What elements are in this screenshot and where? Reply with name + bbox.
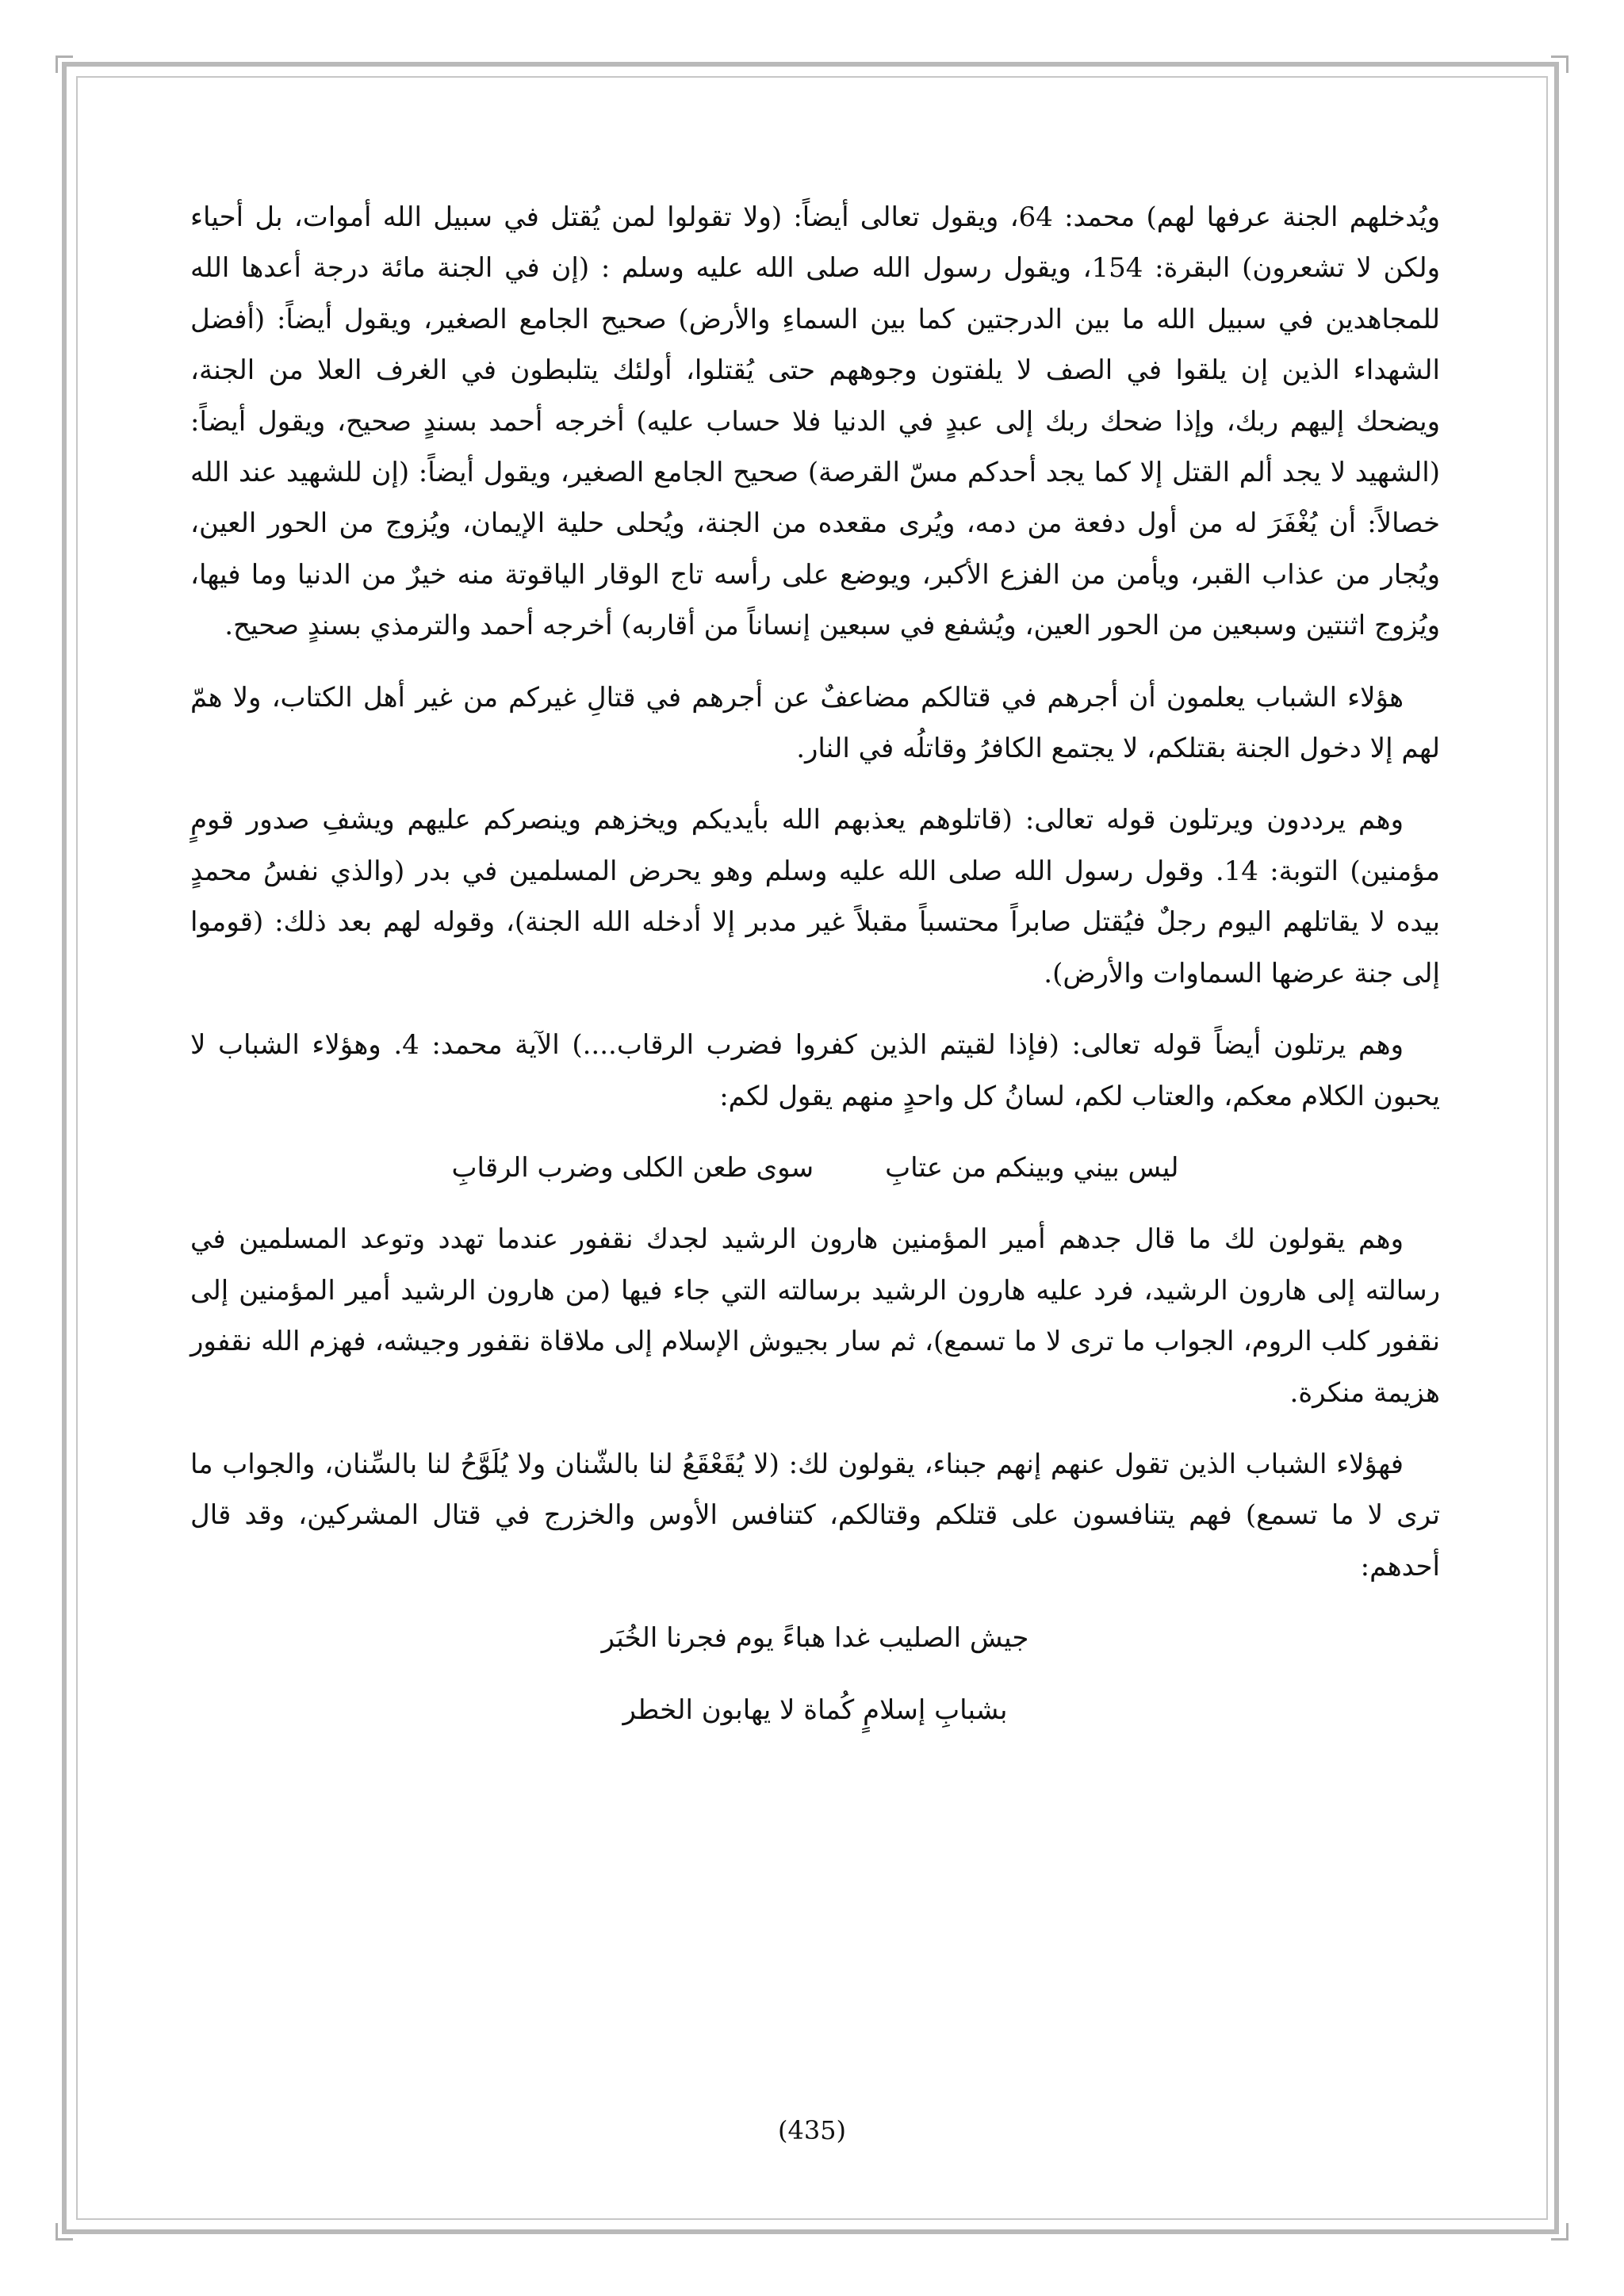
corner-ornament-top-left <box>56 55 73 73</box>
corner-ornament-bottom-right <box>1551 2223 1568 2241</box>
paragraph-6: فهؤلاء الشباب الذين تقول عنهم إنهم جبناء، يقولون لك: (لا يُقَعْقَعُ لنا بالشّنان ولا يُلَوَّحُ لنا بالسِّنان، والجواب ما ترى لا ما تسمع) فهم يتنافسون على قتلكم وقتالكم، كتنافس الأوس والخزرج في قتال المشركين، وقد قال أحدهم: <box>190 1448 1440 1582</box>
paragraph-5: وهم يقولون لك ما قال جدهم أمير المؤمنين هارون الرشيد لجدك نقفور عندما تهدد وتوعد المسلمين في رسالته إلى هارون الرشيد، فرد عليه هارون الرشيد برسالته التي جاء فيها (من هارون الرشيد أمير المؤمنين إلى نقفور كلب الروم، الجواب ما ترى لا ما تسمع)، ثم سار بجيوش الإسلام إلى ملاقاة نقفور وجيشه، فهزم الله نقفور هزيمة منكرة. <box>190 1223 1440 1409</box>
corner-ornament-bottom-left <box>56 2223 73 2241</box>
poem-line-2: بشبابِ إسلامٍ كُماة لا يهابون الخطر <box>622 1693 1008 1726</box>
page-number: (435) <box>777 2115 847 2145</box>
paragraph-2: هؤلاء الشباب يعلمون أن أجرهم في قتالكم مضاعفٌ عن أجرهم في قتالِ غيركم من غير أهل الكتاب، ولا همّ لهم إلا دخول الجنة بقتلكم، لا يجتمع الكافرُ وقاتلُه في النار. <box>190 681 1440 765</box>
paragraph-4: وهم يرتلون أيضاً قوله تعالى: (فإذا لقيتم الذين كفروا فضرب الرقاب....) الآية محمد: 4. وهؤلاء الشباب لا يحبون الكلام معكم، والعتاب لكم، لسانُ كل واحدٍ منهم يقول لكم: <box>190 1029 1440 1112</box>
paragraph-3: وهم يرددون ويرتلون قوله تعالى: (قاتلوهم يعذبهم الله بأيديكم ويخزهم وينصركم عليهم ويشفِ صدور قومٍ مؤمنين) التوبة: 14. وقول رسول الله صلى الله عليه وسلم وهو يحرض المسلمين في بدر (والذي نفسُ محمدٍ بيده لا يقاتلهم اليوم رجلٌ فيُقتل صابراً محتسباً مقبلاً غير مدبر إلا أدخله الله الجنة)، وقوله لهم بعد ذلك: (قوموا إلى جنة عرضها السماوات والأرض). <box>190 804 1440 989</box>
verse-1-first-hemistich: ليس بيني وبينكم من عتابِ <box>885 1151 1179 1184</box>
corner-ornament-top-right <box>1551 55 1568 73</box>
poem-line-1: جيش الصليب غدا هباءً يوم فجرنا الخُبَر <box>601 1622 1029 1655</box>
verse-1-second-hemistich: سوى طعن الكلى وضرب الرقابِ <box>451 1151 814 1184</box>
page-body <box>190 192 1440 1756</box>
poem-verse-1 <box>190 1142 1440 1193</box>
paragraph-1: ويُدخلهم الجنة عرفها لهم) محمد: 64، ويقول تعالى أيضاً: (ولا تقولوا لمن يُقتل في سبيل الله أموات، بل أحياء ولكن لا تشعرون) البقرة: 154، ويقول رسول الله صلى الله عليه وسلم : (إن في الجنة مائة درجة أعدها الله للمجاهدين في سبيل الله ما بين الدرجتين كما بين السماءِ والأرض) صحيح الجامع الصغير، ويقول أيضاً: (أفضل الشهداء الذين إن يلقوا في الصف لا يلفتون وجوههم حتى يُقتلوا، أولئك يتلبطون في الغرف العلا من الجنة، ويضحك إليهم ربك، وإذا ضحك ربك إلى عبدٍ في الدنيا فلا حساب عليه) أخرجه أحمد بسندٍ صحيح، ويقول أيضاً: (الشهيد لا يجد ألم القتل إلا كما يجد أحدكم مسّ القرصة) صحيح الجامع الصغير، ويقول أيضاً: (إن للشهيد عند الله خصالاً: أن يُغْفَرَ له من أول دفعة من دمه، ويُرى مقعده من الجنة، ويُحلى حلية الإيمان، ويُزوج من الحور العين، ويُجار من عذاب القبر، ويأمن من الفزع الأكبر، ويوضع على رأسه تاج الوقار الياقوتة منه خيرٌ من الدنيا وما فيها، ويُزوج اثنتين وسبعين من الحور العين، ويُشفع في سبعين إنساناً من أقاربه) أخرجه أحمد والترمذي بسندٍ صحيح. <box>190 201 1441 642</box>
